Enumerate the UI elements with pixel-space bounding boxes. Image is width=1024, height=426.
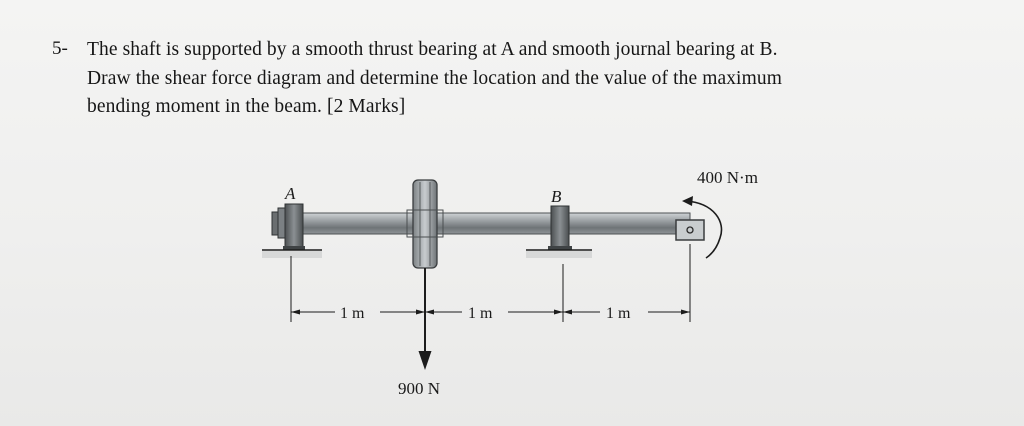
- question-line-2: Draw the shear force diagram and determine the location and the value of the maximum: [87, 67, 782, 89]
- moment-label: 400 N·m: [697, 168, 758, 187]
- support-b-label: B: [551, 187, 562, 206]
- question-number: 5-: [52, 38, 68, 59]
- force-label: 900 N: [398, 379, 441, 398]
- shaft-end-block: [676, 220, 704, 240]
- dimension-label-2: 1 m: [468, 305, 493, 322]
- pulley: [407, 180, 443, 268]
- force-arrow: [419, 268, 432, 370]
- support-a-label: A: [285, 184, 296, 203]
- question-line-1: The shaft is supported by a smooth thrust bearing at A and smooth journal bearing at B.: [87, 39, 778, 60]
- shaft: [285, 213, 690, 234]
- dimension-label-1: 1 m: [340, 305, 365, 322]
- question-line-3: bending moment in the beam. [2 Marks]: [87, 96, 406, 117]
- dimension-label-3: 1 m: [606, 305, 631, 322]
